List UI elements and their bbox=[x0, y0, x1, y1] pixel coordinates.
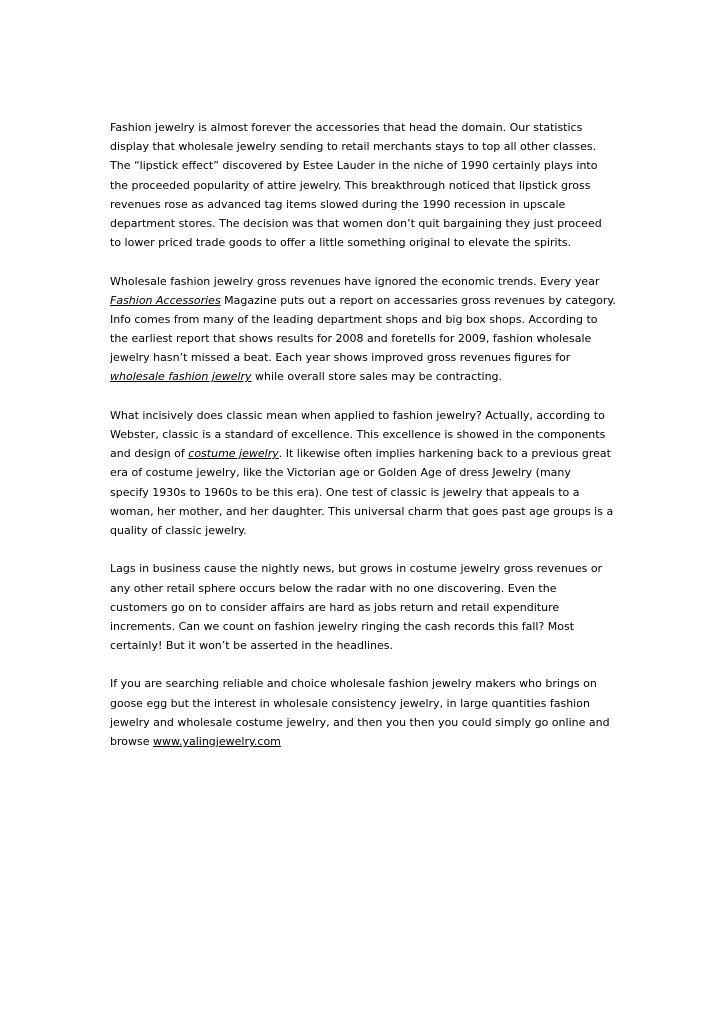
paragraph-line: What incisively does classic mean when applied to fashion jewelry? Actually, according to bbox=[110, 408, 605, 422]
fashion-accessories-link[interactable]: Fashion Accessories bbox=[110, 293, 221, 307]
paragraph-line: era of costume jewelry, like the Victorian age or Golden Age of dress Jewelry (many bbox=[110, 466, 571, 480]
website-link[interactable]: www.yalingjewelry.com bbox=[153, 735, 281, 748]
paragraph-line: Info comes from many of the leading department shops and big box shops. According to bbox=[110, 312, 598, 326]
paragraph-text: while overall store sales may be contracting. bbox=[251, 370, 503, 384]
paragraph-text: and design of bbox=[110, 447, 189, 461]
article-body bbox=[110, 118, 625, 770]
costume-jewelry-link[interactable]: costume jewelry bbox=[188, 447, 279, 461]
paragraph-line bbox=[110, 732, 625, 751]
paragraph-2 bbox=[110, 272, 625, 387]
paragraph-line bbox=[110, 291, 625, 310]
paragraph-line: jewelry hasn’t missed a beat. Each year shows improved gross revenues figures for bbox=[110, 351, 571, 365]
paragraph-line: increments. Can we count on fashion jewelry ringing the cash records this fall? Most bbox=[110, 619, 575, 633]
paragraph-line: the proceeded popularity of attire jewelry. This breakthrough noticed that lipstick gross bbox=[110, 178, 591, 192]
paragraph-line: to lower priced trade goods to offer a little something original to elevate the spirits. bbox=[110, 236, 572, 250]
paragraph-line: revenues rose as advanced tag items slowed during the 1990 recession in upscale bbox=[110, 197, 566, 211]
paragraph-line: department stores. The decision was that women don’t quit bargaining they just proceed bbox=[110, 216, 602, 230]
paragraph-line: quality of classic jewelry. bbox=[110, 523, 247, 537]
paragraph-line: specify 1930s to 1960s to be this era). One test of classic is jewelry that appeals to a bbox=[110, 485, 580, 499]
paragraph-line: any other retail sphere occurs below the radar with no one discovering. Even the bbox=[110, 581, 557, 595]
paragraph-line: Lags in business cause the nightly news, but grows in costume jewelry gross revenues or bbox=[110, 562, 603, 576]
paragraph-line: Wholesale fashion jewelry gross revenues have ignored the economic trends. Every year bbox=[110, 274, 600, 288]
paragraph-3 bbox=[110, 406, 625, 540]
paragraph-line: certainly! But it won’t be asserted in the headlines. bbox=[110, 639, 394, 653]
wholesale-fashion-jewelry-link[interactable]: wholesale fashion jewelry bbox=[110, 370, 252, 384]
paragraph-line: If you are searching reliable and choice wholesale fashion jewelry makers who brings on bbox=[110, 677, 597, 691]
paragraph-line: customers go on to consider affairs are hard as jobs return and retail expenditure bbox=[110, 600, 560, 614]
paragraph-line bbox=[110, 444, 625, 463]
paragraph-line: the earliest report that shows results for 2008 and foretells for 2009, fashion wholesale bbox=[110, 332, 592, 346]
paragraph-5 bbox=[110, 674, 625, 751]
paragraph-line: Fashion jewelry is almost forever the accessories that head the domain. Our statistics bbox=[110, 121, 583, 134]
paragraph-line: The “lipstick effect” discovered by Estee Lauder in the niche of 1990 certainly plays into bbox=[110, 159, 598, 173]
paragraph-text: browse bbox=[110, 735, 153, 748]
paragraph-line: goose egg but the interest in wholesale consistency jewelry, in large quantities fashion bbox=[110, 696, 590, 710]
paragraph-line: Webster, classic is a standard of excellence. This excellence is showed in the components bbox=[110, 428, 606, 441]
paragraph-line bbox=[110, 367, 625, 386]
paragraph-1 bbox=[110, 118, 625, 252]
paragraph-text: . It likewise often implies harkening back to a previous great bbox=[278, 447, 611, 461]
paragraph-line: jewelry and wholesale costume jewelry, and then you then you could simply go online and bbox=[110, 715, 610, 729]
paragraph-text: Magazine puts out a report on accessaries gross revenues by category. bbox=[220, 293, 616, 307]
paragraph-line: display that wholesale jewelry sending to retail merchants stays to top all other classes. bbox=[110, 140, 597, 154]
paragraph-line: woman, her mother, and her daughter. This universal charm that goes past age groups is a bbox=[110, 504, 614, 518]
paragraph-4 bbox=[110, 559, 625, 655]
